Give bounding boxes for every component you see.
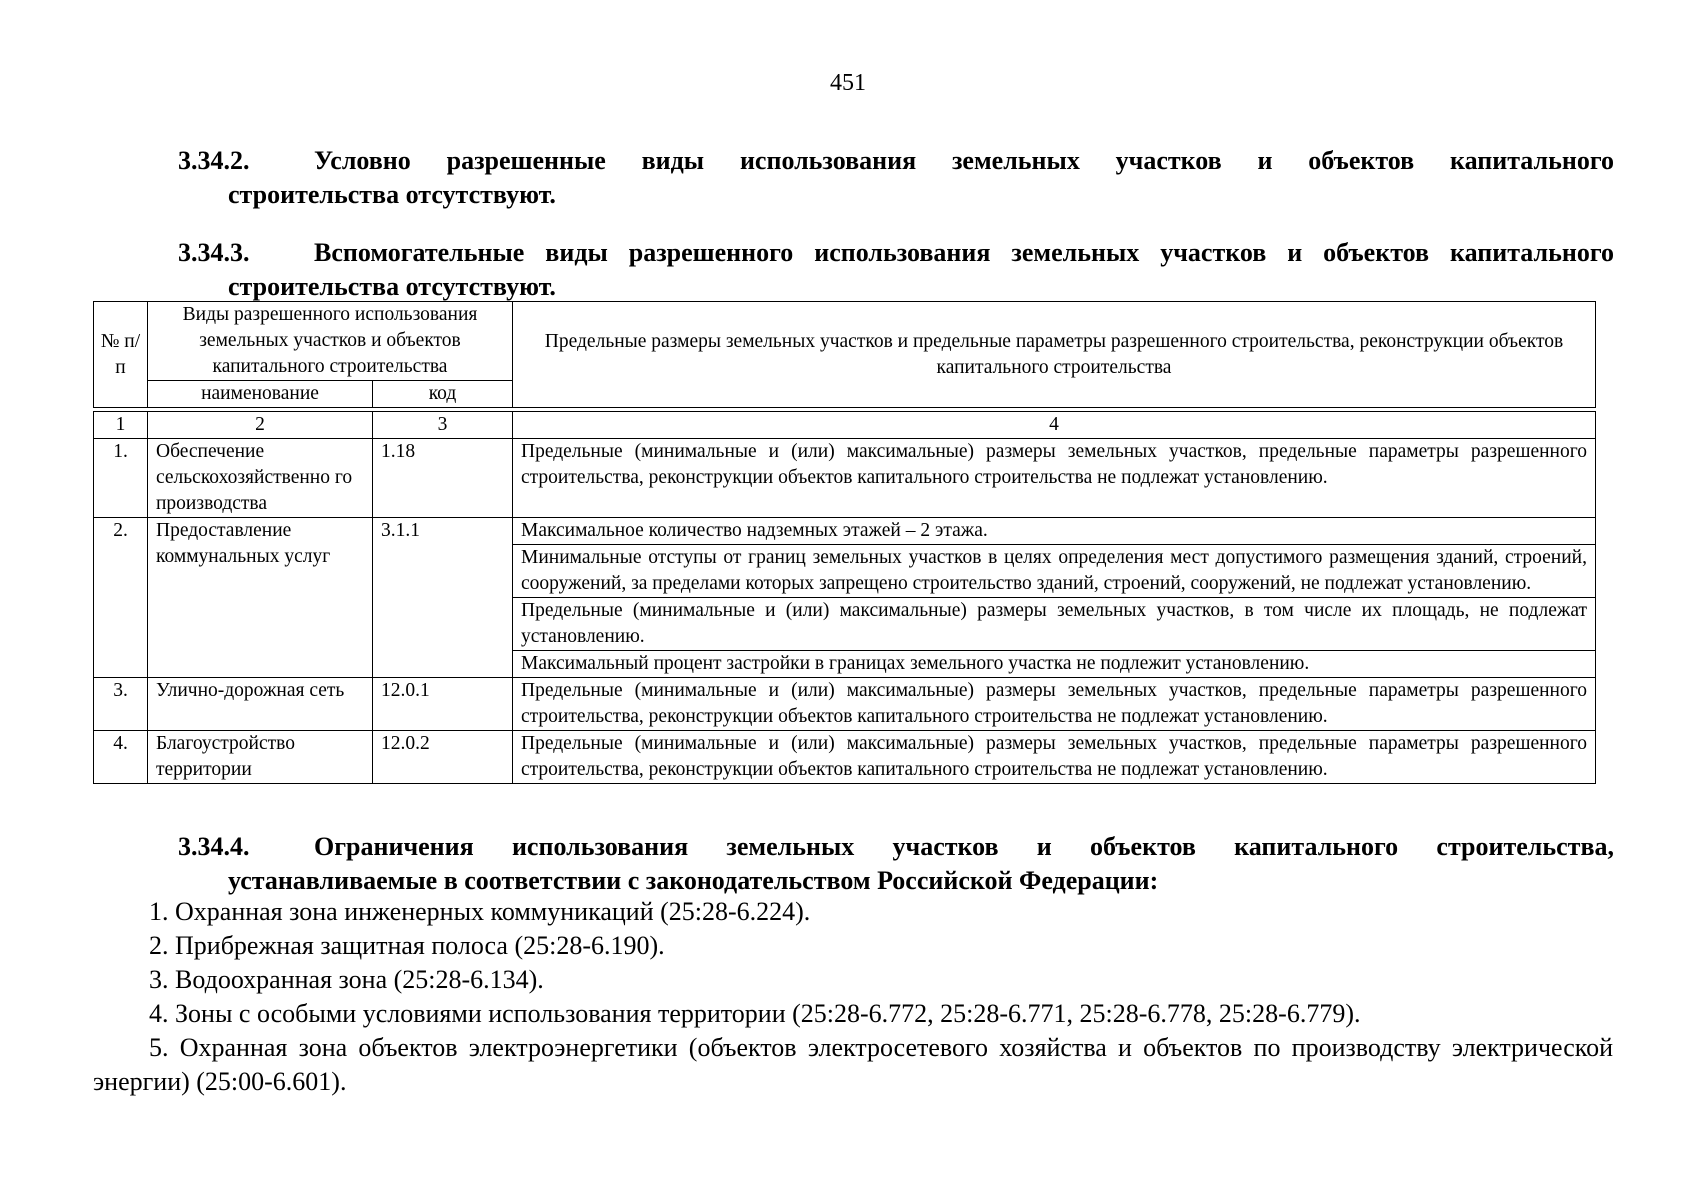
heading-auxiliary-uses <box>178 236 1614 304</box>
use-parameter: Предельные (минимальные и (или) максимальные) размеры земельных участков, предельные параметры разрешенного строительства, реконструкции объектов капитального строительства не подлежат установлению. <box>513 439 1596 518</box>
header-limits: Предельные размеры земельных участков и предельные параметры разрешенного строительства, реконструкции объектов капитального строительства <box>513 302 1596 408</box>
use-code: 12.0.1 <box>373 678 513 731</box>
column-number: 4 <box>513 412 1596 439</box>
column-number-row <box>94 412 1596 439</box>
permitted-use-table <box>93 301 1596 784</box>
header-use-types: Виды разрешенного использования земельных участков и объектов капитального строительства <box>148 302 513 381</box>
header-number: № п/п <box>94 302 148 408</box>
table-row <box>94 678 1596 731</box>
use-name: Предоставление коммунальных услуг <box>148 518 373 678</box>
heading-text: Условно разрешенные виды использования земельных участков и объектов капитального <box>314 146 1614 175</box>
column-number: 2 <box>148 412 373 439</box>
use-parameter: Предельные (минимальные и (или) максимальные) размеры земельных участков, в том числе их площадь, не подлежат установлению. <box>513 598 1596 651</box>
use-parameter: Максимальный процент застройки в границах земельного участка не подлежит установлению. <box>513 651 1596 678</box>
row-number: 4. <box>94 731 148 784</box>
row-number: 2. <box>94 518 148 678</box>
table-row <box>94 439 1596 518</box>
use-code: 1.18 <box>373 439 513 518</box>
table-row <box>94 731 1596 784</box>
table-header-row <box>94 302 1596 381</box>
column-number: 3 <box>373 412 513 439</box>
heading-conditional-uses <box>178 144 1614 212</box>
table-row <box>94 518 1596 545</box>
use-parameter: Максимальное количество надземных этажей – 2 этажа. <box>513 518 1596 545</box>
use-parameter: Предельные (минимальные и (или) максимальные) размеры земельных участков, предельные параметры разрешенного строительства, реконструкции объектов капитального строительства не подлежат установлению. <box>513 678 1596 731</box>
use-parameter: Предельные (минимальные и (или) максимальные) размеры земельных участков, предельные параметры разрешенного строительства, реконструкции объектов капитального строительства не подлежат установлению. <box>513 731 1596 784</box>
heading-text-continuation: устанавливаемые в соответствии с законодательством Российской Федерации: <box>228 866 1159 895</box>
column-number: 1 <box>94 412 148 439</box>
heading-restrictions <box>178 830 1614 898</box>
restrictions-list <box>93 895 1613 1099</box>
restriction-item: 1. Охранная зона инженерных коммуникаций (25:28-6.224). <box>149 897 811 926</box>
restriction-item: 3. Водоохранная зона (25:28-6.134). <box>149 965 544 994</box>
heading-text-continuation: строительства отсутствуют. <box>228 272 556 301</box>
use-name: Благоустройство территории <box>148 731 373 784</box>
use-name: Обеспечение сельскохозяйственно го производства <box>148 439 373 518</box>
heading-number: 3.34.3. <box>178 238 250 267</box>
heading-text: Вспомогательные виды разрешенного использования земельных участков и объектов капитального <box>314 238 1614 267</box>
restriction-item: 2. Прибрежная защитная полоса (25:28-6.190). <box>149 931 665 960</box>
heading-number: 3.34.2. <box>178 146 250 175</box>
header-name: наименование <box>148 381 373 408</box>
use-parameter: Минимальные отступы от границ земельных участков в целях определения мест допустимого размещения зданий, строений, сооружений, за пределами которых запрещено строительство зданий, строений, сооружений, не подлежат установлению. <box>513 545 1596 598</box>
row-number: 1. <box>94 439 148 518</box>
header-code: код <box>373 381 513 408</box>
heading-number: 3.34.4. <box>178 832 250 861</box>
restriction-item: 5. Охранная зона объектов электроэнергетики (объектов электросетевого хозяйства и объектов по производству электрической энергии) (25:00-6.601). <box>93 1033 1613 1096</box>
use-name: Улично-дорожная сеть <box>148 678 373 731</box>
heading-text: Ограничения использования земельных участков и объектов капитального строительства, <box>314 832 1614 861</box>
use-code: 3.1.1 <box>373 518 513 678</box>
heading-text-continuation: строительства отсутствуют. <box>228 180 556 209</box>
use-code: 12.0.2 <box>373 731 513 784</box>
restriction-item: 4. Зоны с особыми условиями использования территории (25:28-6.772, 25:28-6.771, 25:28-6.778, 25:28-6.779). <box>149 999 1361 1028</box>
row-number: 3. <box>94 678 148 731</box>
page-number: 451 <box>830 70 866 96</box>
